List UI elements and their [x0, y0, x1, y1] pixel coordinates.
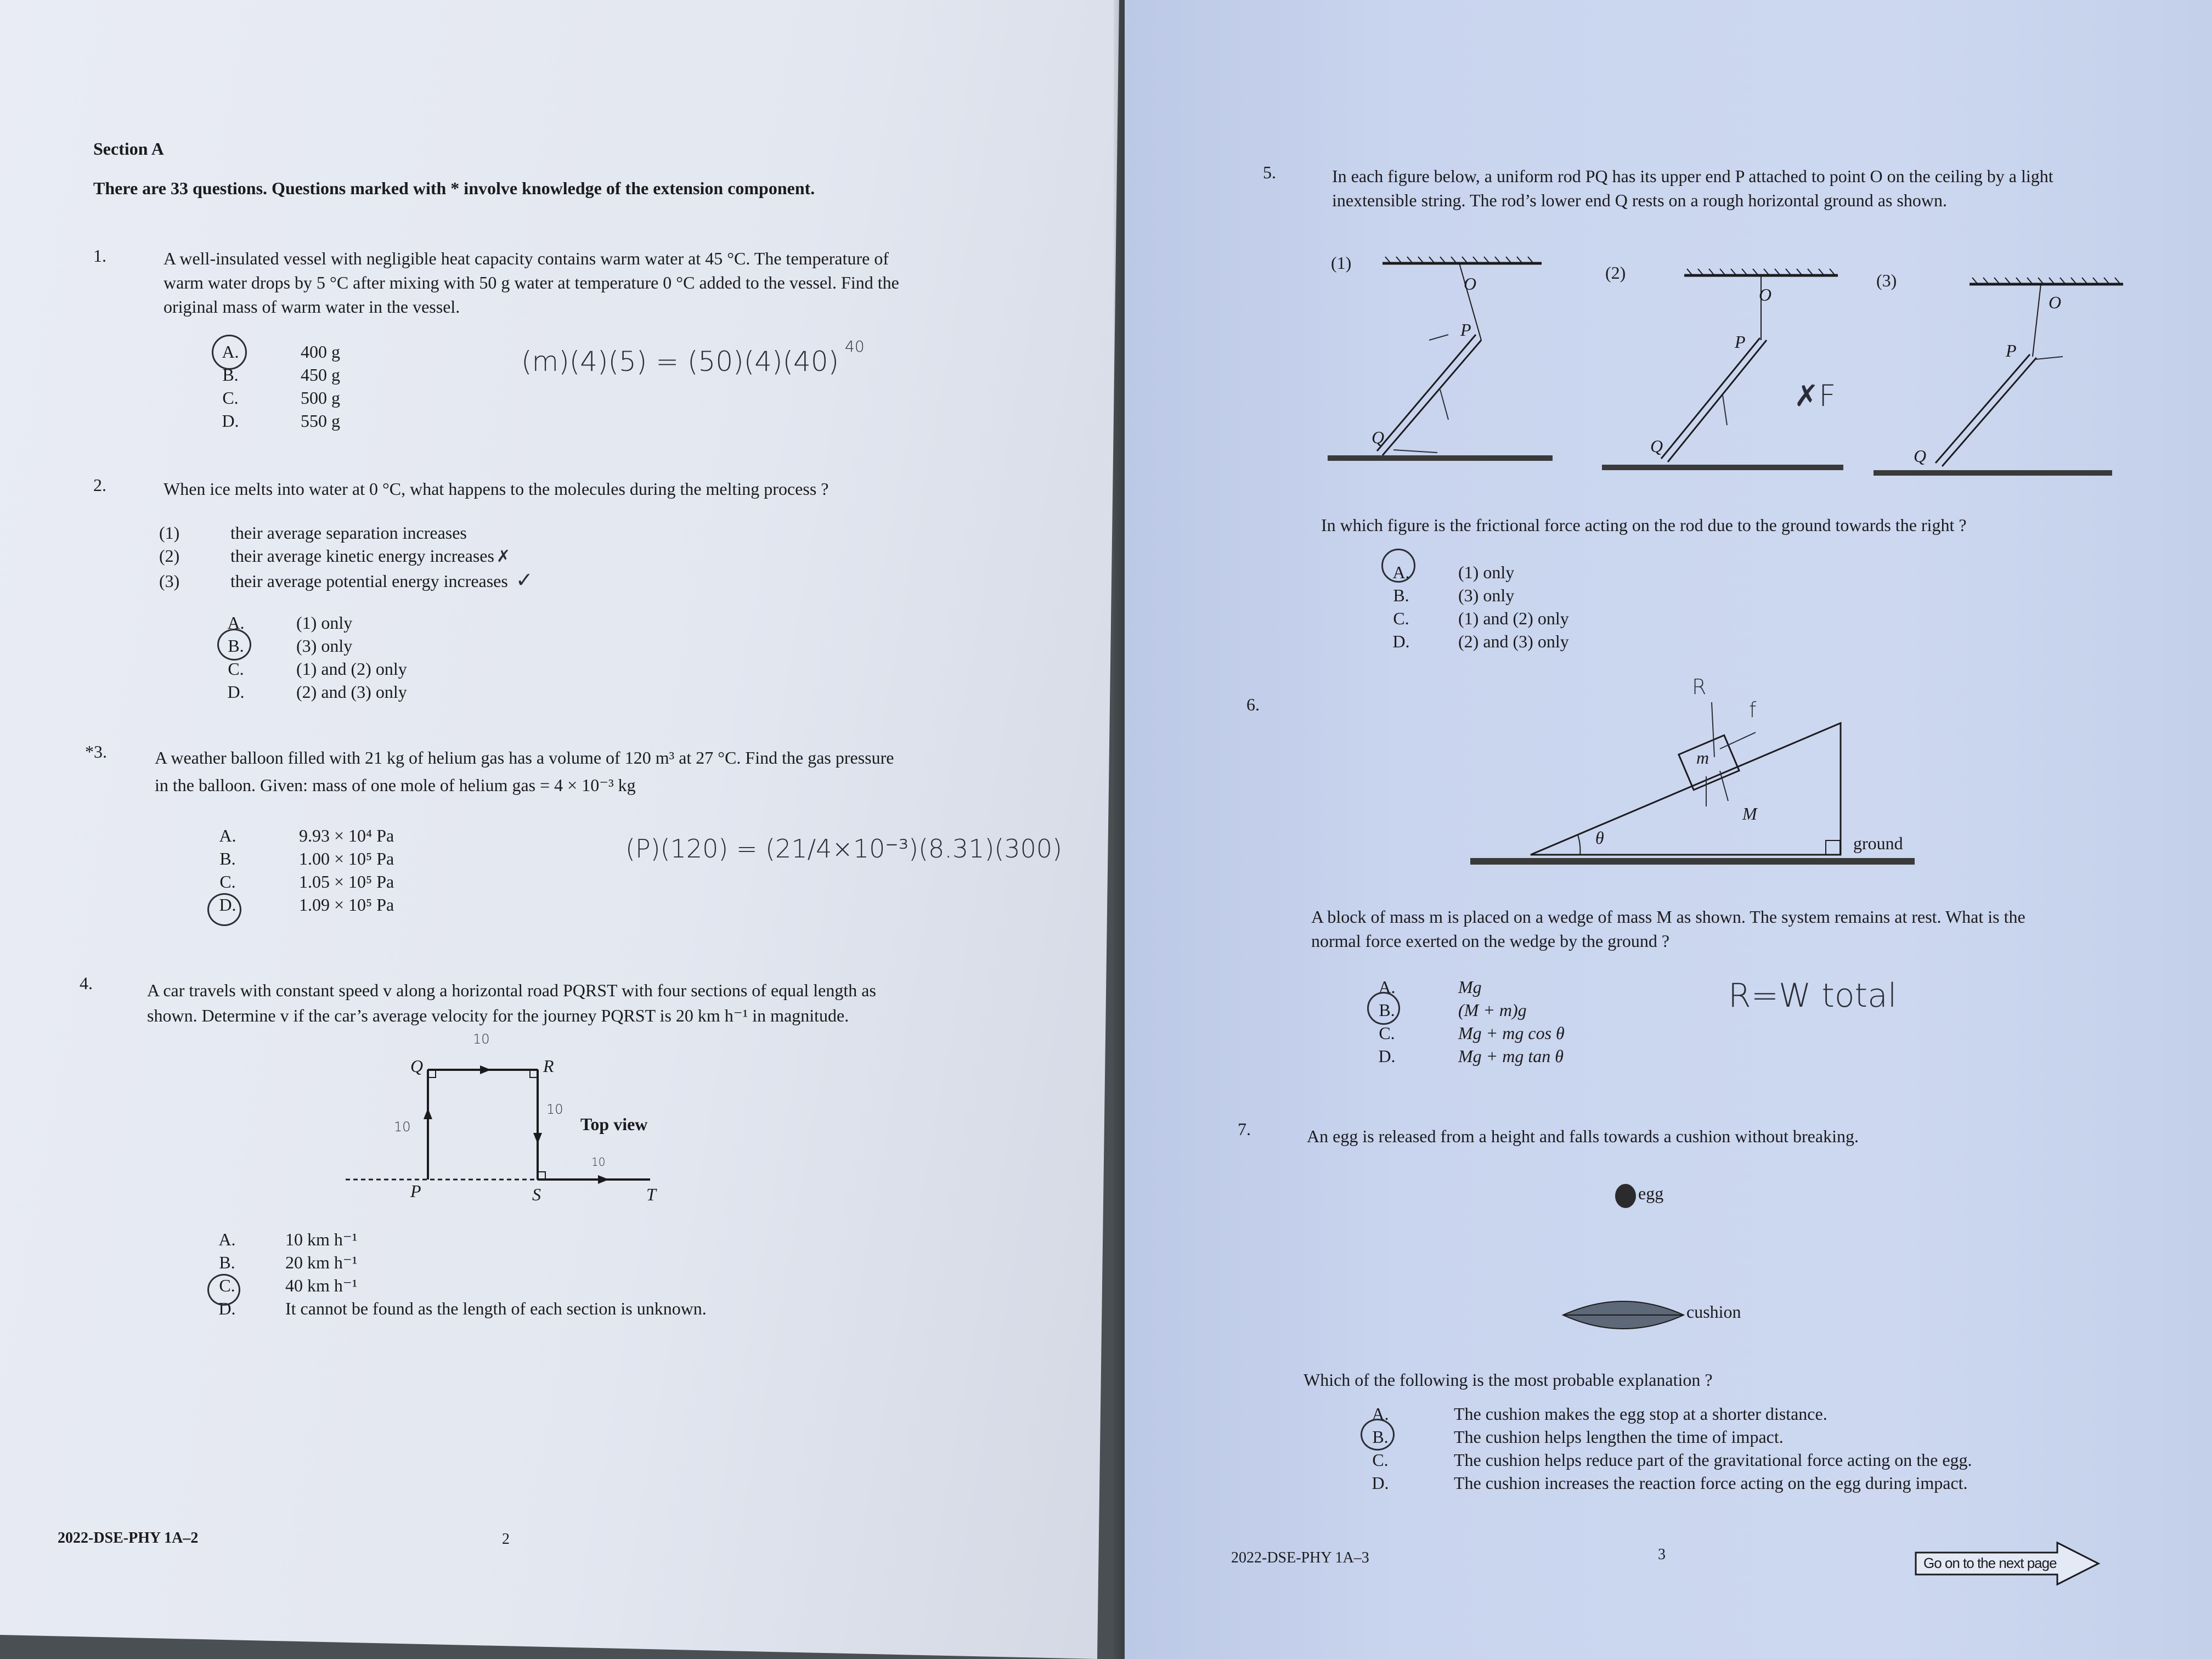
q5-question: In which figure is the frictional force acting on the rod due to the ground towards the right ? — [1321, 515, 1967, 535]
answer-circle — [1367, 992, 1400, 1025]
handwritten-note: ✗F — [1794, 379, 1836, 413]
egg-icon — [1615, 1184, 1636, 1208]
q1-stem-line3: original mass of warm water in the vessel. — [163, 297, 460, 317]
handwritten-note: 10 — [546, 1102, 563, 1117]
option-row[interactable]: B. 1.00 × 10⁵ Pa — [219, 849, 394, 868]
q5-stem-line2: inextensible string. The rod’s lower end Q rests on a rough horizontal ground as shown. — [1332, 190, 1947, 210]
option-row[interactable]: D. It cannot be found as the length of each section is unknown. — [218, 1299, 707, 1318]
cushion-icon — [1560, 1296, 1686, 1334]
option-row[interactable]: D. (2) and (3) only — [227, 682, 407, 702]
option-row[interactable]: C. 1.05 × 10⁵ Pa — [219, 872, 394, 891]
answer-circle — [212, 335, 247, 370]
option-row[interactable]: B. The cushion helps lengthen the time of impact. — [1372, 1427, 1784, 1447]
option-row[interactable]: B. (3) only — [1393, 585, 1515, 605]
point-label-o: O — [2049, 292, 2062, 312]
handwritten-working: R=W total — [1728, 977, 1897, 1015]
q2-options — [225, 611, 407, 703]
point-label-o: O — [1759, 285, 1772, 304]
answer-circle — [207, 1274, 240, 1306]
angle-label: θ — [1595, 828, 1604, 848]
option-row[interactable]: C. (1) and (2) only — [1393, 608, 1569, 628]
q3-stem-line2: in the balloon. Given: mass of one mole of helium gas = 4 × 10⁻³ kg — [155, 775, 636, 795]
mass-label-big-m: M — [1742, 804, 1757, 823]
option-row[interactable]: A. 9.93 × 10⁴ Pa — [219, 826, 394, 845]
point-label-p: P — [410, 1181, 421, 1201]
option-row[interactable] — [219, 409, 340, 432]
q4-options — [216, 1228, 707, 1320]
handwritten-note: R — [1692, 675, 1707, 699]
option-text: 400 g — [301, 342, 340, 362]
q2-statements — [159, 521, 533, 592]
question-number: 5. — [1263, 162, 1276, 182]
handwritten-note: 10 — [591, 1155, 606, 1169]
option-row[interactable]: D. Mg + mg tan θ — [1378, 1046, 1564, 1066]
option-letter: C. — [222, 388, 239, 408]
answer-circle — [1361, 1419, 1395, 1451]
option-row[interactable]: D. 1.09 × 10⁵ Pa — [219, 895, 394, 915]
mass-label-m: m — [1696, 748, 1709, 768]
q3-options — [217, 824, 394, 916]
egg-label: egg — [1638, 1183, 1664, 1203]
q1-stem-line1: A well-insulated vessel with negligible heat capacity contains warm water at 45 °C. The temperature of — [163, 249, 889, 268]
question-number: 2. — [93, 475, 106, 495]
q2-stem: When ice melts into water at 0 °C, what happens to the molecules during the melting process ? — [163, 479, 829, 499]
option-row[interactable]: C. (1) and (2) only — [228, 659, 407, 679]
q3-stem-line1: A weather balloon filled with 21 kg of helium gas has a volume of 120 m³ at 27 °C. Find the gas pressure — [155, 748, 894, 768]
option-text: 500 g — [301, 388, 340, 408]
next-page-button[interactable] — [1915, 1542, 2101, 1585]
point-label-q: Q — [1914, 446, 1927, 466]
option-letter: D. — [222, 411, 239, 431]
cross-mark: ✗ — [496, 547, 511, 566]
figure-label: (1) — [1331, 253, 1352, 273]
option-row[interactable]: A. (1) only — [227, 613, 353, 633]
point-label-q: Q — [410, 1056, 424, 1076]
point-label-p: P — [1460, 320, 1471, 340]
option-row[interactable]: A. The cushion makes the egg stop at a shorter distance. — [1372, 1404, 1827, 1424]
option-row[interactable]: C. 40 km h⁻¹ — [219, 1276, 358, 1295]
option-text: 450 g — [301, 365, 340, 385]
point-label-p: P — [1735, 332, 1746, 352]
option-row[interactable]: C. Mg + mg cos θ — [1379, 1023, 1565, 1043]
question-number: 7. — [1238, 1119, 1251, 1139]
page-number: 2 — [502, 1531, 510, 1548]
q4-stem-line2: shown. Determine v if the car’s average velocity for the journey PQRST is 20 km h⁻¹ in magnitude. — [147, 1006, 849, 1025]
option-letter: A. — [222, 342, 239, 362]
point-label-q: Q — [1650, 436, 1663, 456]
check-mark: ✓ — [515, 568, 533, 592]
rod-figures-diagram — [1317, 252, 2129, 483]
handwritten-working: (P)(120) = (21/4×10⁻³)(8.31)(300) — [625, 834, 1063, 864]
cushion-label: cushion — [1686, 1302, 1741, 1322]
figure-label: (3) — [1876, 270, 1897, 290]
handwritten-note: 10 — [394, 1119, 411, 1135]
wedge-block-diagram — [1470, 680, 1920, 878]
question-number: 4. — [80, 973, 93, 993]
option-row[interactable]: A. (1) only — [1392, 562, 1515, 582]
question-number: *3. — [85, 742, 107, 761]
statement-row: (1) their average separation increases — [159, 523, 467, 543]
next-page-label: Go on to the next page — [1923, 1555, 2057, 1571]
point-label-o: O — [1464, 274, 1477, 294]
q5-stem-line1: In each figure below, a uniform rod PQ has its upper end P attached to point O on the ceiling by a light — [1332, 166, 2053, 186]
handwritten-note: f — [1749, 698, 1757, 722]
statement-row: (3) their average potential energy increases ✓ — [159, 568, 533, 592]
footer-code: 2022-DSE-PHY 1A–3 — [1231, 1549, 1369, 1566]
q4-stem-line1: A car travels with constant speed v along a horizontal road PQRST with four sections of equal length as — [147, 980, 876, 1000]
handwritten-note: 10 — [473, 1031, 490, 1047]
option-row[interactable]: B. (3) only — [228, 636, 353, 656]
option-row[interactable]: D. The cushion increases the reaction force acting on the egg during impact. — [1372, 1473, 1968, 1493]
q7-question: Which of the following is the most probable explanation ? — [1304, 1370, 1713, 1390]
point-label-s: S — [532, 1184, 541, 1204]
option-row[interactable]: D. (2) and (3) only — [1392, 631, 1569, 651]
answer-circle — [1381, 549, 1415, 583]
option-row[interactable] — [219, 386, 340, 409]
point-label-q: Q — [1372, 427, 1385, 447]
section-instructions: There are 33 questions. Questions marked with * involve knowledge of the extension component. — [93, 178, 815, 198]
handwritten-note: 40 — [845, 337, 865, 356]
option-text: 550 g — [301, 411, 340, 431]
handwritten-working: (m)(4)(5) = (50)(4)(40) — [521, 346, 839, 377]
option-row[interactable]: A. 10 km h⁻¹ — [218, 1229, 358, 1249]
diagram-caption: Top view — [580, 1114, 648, 1134]
question-number: 1. — [93, 246, 106, 266]
answer-circle — [217, 629, 251, 661]
ground-label: ground — [1853, 833, 1903, 853]
answer-circle — [207, 893, 241, 926]
option-row[interactable]: C. The cushion helps reduce part of the gravitational force acting on the egg. — [1372, 1450, 1972, 1470]
option-row[interactable]: A. Mg — [1378, 977, 1482, 997]
q7-options — [1369, 1402, 1972, 1494]
point-label-t: T — [646, 1184, 656, 1204]
statement-row: (2) their average kinetic energy increases ✗ — [159, 546, 511, 566]
section-title: Section A — [93, 139, 164, 159]
figure-label: (2) — [1605, 263, 1626, 283]
q5-options — [1390, 561, 1569, 653]
option-row[interactable]: B. 20 km h⁻¹ — [219, 1252, 358, 1272]
question-number: 6. — [1246, 695, 1260, 714]
q6-stem-line1: A block of mass m is placed on a wedge of mass M as shown. The system remains at rest. What is the — [1311, 907, 2025, 927]
point-label-p: P — [2006, 341, 2017, 360]
q6-options — [1376, 975, 1565, 1068]
page-number: 3 — [1658, 1546, 1666, 1563]
option-letter: B. — [222, 365, 239, 385]
q1-stem-line2: warm water drops by 5 °C after mixing with 50 g water at temperature 0 °C added to the vessel. Find the — [163, 273, 899, 292]
point-label-r: R — [543, 1056, 554, 1076]
footer-code: 2022-DSE-PHY 1A–2 — [58, 1530, 199, 1547]
option-row[interactable]: B. (M + m)g — [1379, 1000, 1527, 1020]
q7-stem: An egg is released from a height and falls towards a cushion without breaking. — [1307, 1126, 1859, 1146]
q6-stem-line2: normal force exerted on the wedge by the ground ? — [1311, 931, 1670, 951]
